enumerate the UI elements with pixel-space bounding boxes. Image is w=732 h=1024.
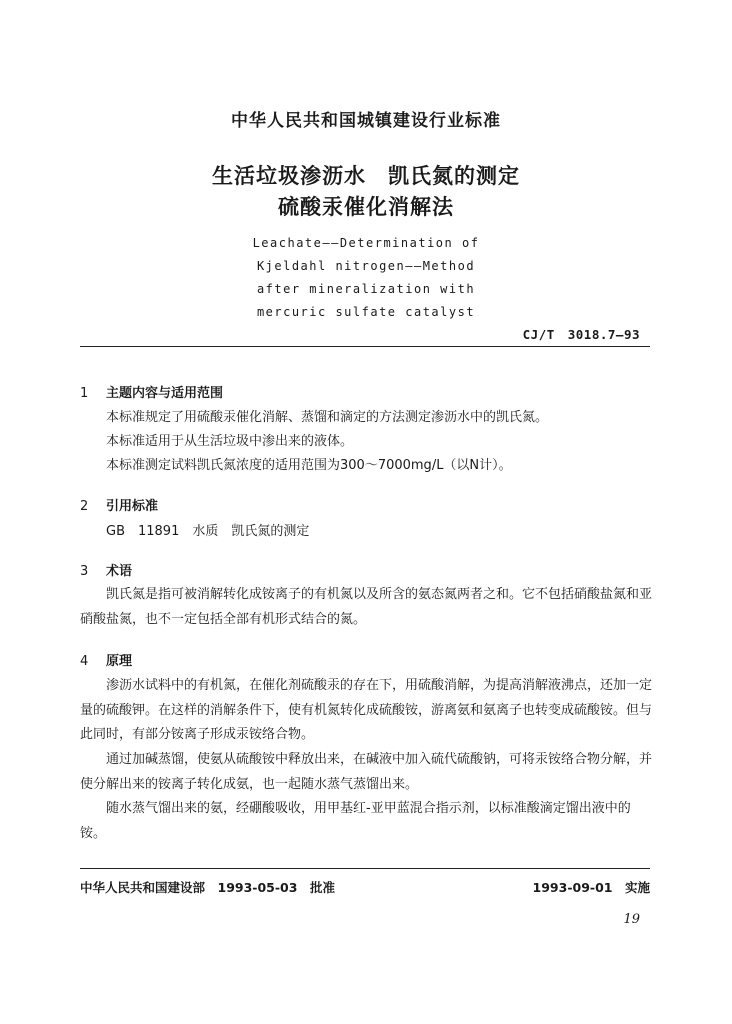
section-4-title: 原理 bbox=[106, 654, 133, 669]
section-2-line-1: GB 11891 水质 凯氏氮的测定 bbox=[106, 524, 310, 539]
section-2-number: 2 bbox=[80, 499, 89, 514]
section-4-heading bbox=[80, 650, 132, 669]
standard-name: 中华人民共和国城镇建设行业标准 bbox=[231, 111, 501, 131]
footer-implement-date: 1993-09-01 实施 bbox=[532, 880, 650, 895]
section-1-title: 主题内容与适用范围 bbox=[106, 386, 224, 401]
english-title-line-4: mercuric sulfate catalyst bbox=[256, 305, 476, 319]
section-3-number: 3 bbox=[80, 564, 89, 579]
standard-code: CJ/T 3018.7—93 bbox=[522, 327, 640, 342]
english-title-line-1: Leachate——Determination of bbox=[252, 236, 480, 250]
section-4-paragraph-3: 随水蒸气馏出来的氨，经硼酸吸收，用甲基红-亚甲蓝混合指示剂，以标准酸滴定馏出液中的铵。 bbox=[80, 801, 631, 841]
section-4-number: 4 bbox=[80, 654, 89, 669]
page-number: 19 bbox=[623, 912, 640, 927]
section-3-heading bbox=[80, 560, 132, 579]
section-3-paragraph-1: 凯氏氮是指可被消解转化成铵离子的有机氮以及所含的氨态氮两者之和。它不包括硝酸盐氮和亚硝酸盐氮，也不一定包括全部有机形式结合的氮。 bbox=[80, 587, 653, 627]
footer-divider bbox=[80, 868, 650, 869]
section-1-number: 1 bbox=[80, 386, 89, 401]
section-2-heading bbox=[80, 495, 158, 514]
footer-issuer: 中华人民共和国建设部 1993-05-03 批准 bbox=[80, 880, 335, 895]
title-line-1: 生活垃圾渗沥水 凯氏氮的测定 bbox=[212, 164, 520, 188]
section-1-line-3: 本标准测定试料凯氏氮浓度的适用范围为300～7000mg/L（以N计）。 bbox=[106, 458, 512, 473]
section-3-title: 术语 bbox=[106, 564, 133, 579]
section-1-heading bbox=[80, 382, 223, 401]
english-title-line-2: Kjeldahl nitrogen——Method bbox=[256, 259, 476, 273]
section-1-line-1: 本标准规定了用硫酸汞催化消解、蒸馏和滴定的方法测定渗沥水中的凯氏氮。 bbox=[106, 410, 549, 425]
header-divider bbox=[80, 346, 650, 347]
section-4-paragraph-1: 渗沥水试料中的有机氮，在催化剂硫酸汞的存在下，用硫酸消解，为提高消解液沸点，还加一定量的硫酸钾。在这样的消解条件下，使有机氮转化成硫酸铵，游离氨和氨离子也转变成硫酸铵。但与此同时，有部分铵离子形成汞铵络合物。 bbox=[80, 678, 653, 742]
section-2-title: 引用标准 bbox=[106, 499, 159, 514]
english-title-line-3: after mineralization with bbox=[256, 282, 476, 296]
section-1-line-2: 本标准适用于从生活垃圾中渗出来的液体。 bbox=[106, 434, 354, 449]
section-4-paragraph-2: 通过加碱蒸馏，使氨从硫酸铵中释放出来，在碱液中加入硫代硫酸钠，可将汞铵络合物分解，并使分解出来的铵离子转化成氨，也一起随水蒸气蒸馏出来。 bbox=[80, 752, 653, 792]
title-line-2: 硫酸汞催化消解法 bbox=[278, 195, 454, 219]
